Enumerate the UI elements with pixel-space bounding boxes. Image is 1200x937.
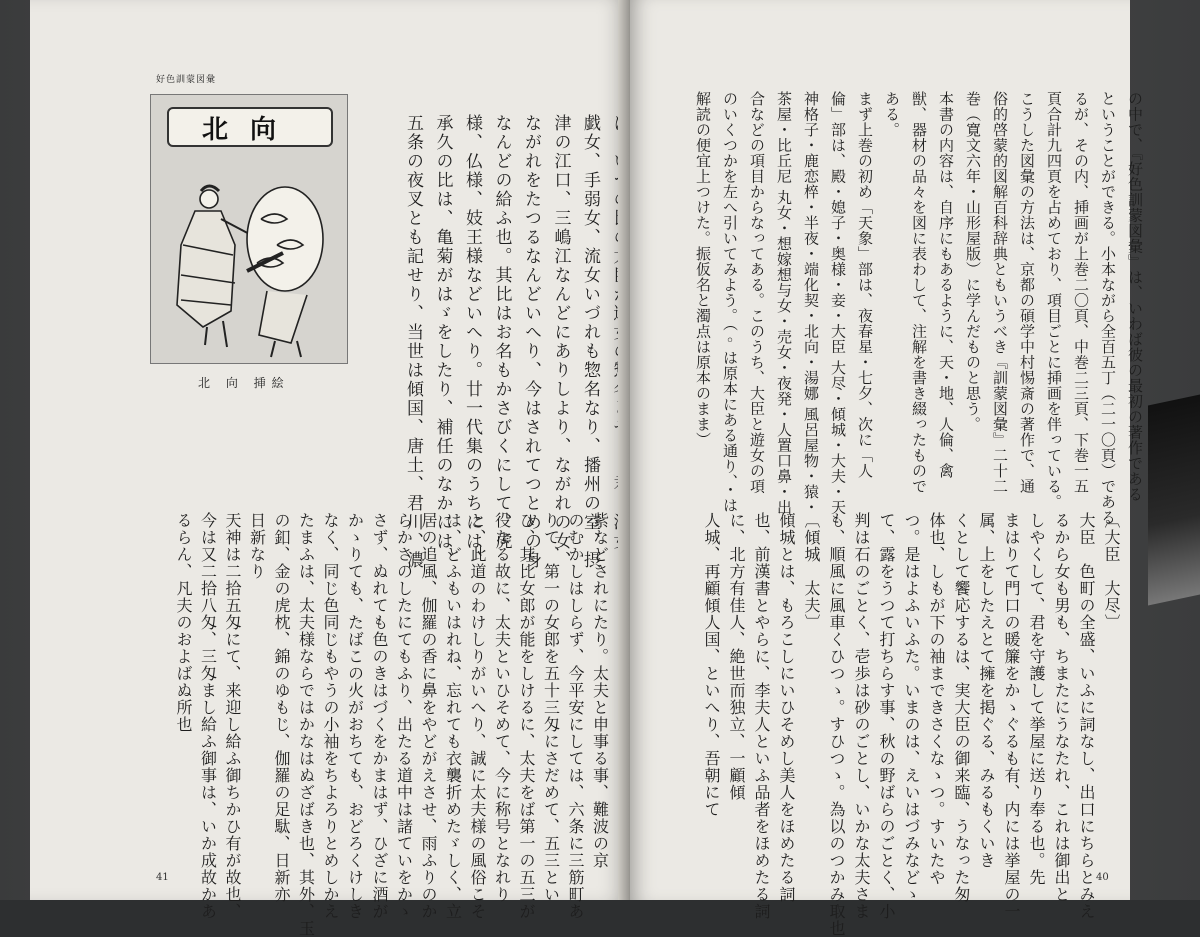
text-column: 傾城とは、もろこしにいひそめし美人をほめたる詞 [777, 512, 796, 904]
text-column: と、此道のわけしりがいへり、誠に太夫様の風俗こそ [468, 512, 487, 921]
text-column: 日新なり [247, 512, 267, 581]
text-column: まず上巻の初め「天象」部は、夜春星・七夕、次に「人 [856, 91, 874, 479]
text-column: 戯女、手弱女、流女いづれも惣名なり、播州の室、摂 [580, 113, 600, 570]
text-column: 人城、再顧傾人国、といへり、吾朝にて [702, 512, 721, 819]
text-column: ということができる。小本ながら全百五丁（二一〇頁）である [1099, 91, 1117, 526]
text-column: るが、その内、挿画が上巻二〇頁、中巻二三頁、下巻一五 [1072, 91, 1090, 495]
woodblock-illustration [151, 95, 347, 363]
text-column: まはりて門口の暖簾をかゝぐるも有、内には挙屋の一 [1002, 512, 1021, 921]
page-number: 40 [1096, 872, 1109, 883]
text-column: らかさのしたにてもふり、出たる道中は諸ていをかゝ [394, 512, 414, 921]
text-column: 天神は二拾五匁にて、来迎し給ふ御ちかひ有が故也、 [223, 512, 242, 921]
text-column: の中で、『好色訓蒙図彙』は、いわば彼の最初の著作である [1126, 91, 1144, 503]
text-column: 五条の夜叉とも記せり、当世は傾国、唐土、君川、濃 [403, 113, 423, 570]
text-column: つ。是はよふいふた。いまのは、えいはづみなどゝ [902, 512, 921, 904]
text-column: 解読の便宜上つけた。振仮名と濁点は原本のまま） [694, 91, 712, 448]
illustration-figure [150, 94, 348, 364]
text-column: 体也、しもが下の袖まできさくなゝつ。すいたや [927, 512, 946, 887]
text-column: さず、ぬれても色のきはづくをかまはず、ひざに酒が [370, 512, 389, 921]
page-number: 41 [156, 872, 169, 883]
text-column: 津の江口、三嶋江なんどにありしより、ながれの女、 [550, 113, 571, 570]
text-column: 居の追風、伽羅の香に鼻をやどがえさせ、雨ふりのか [419, 512, 438, 921]
text-column: は、どふもいはれね、忘れても衣襲折めたゞしく、立 [443, 512, 463, 921]
figure-plaque-text: 北向 [201, 114, 298, 145]
section-heading: 〔大臣 大尽〕 [1102, 512, 1121, 632]
right-top-text [662, 70, 1175, 526]
text-column: 倫」部は、殿・媳子・奥様・妾・大臣 大尽・傾城・大夫・天 [829, 91, 847, 515]
text-column: のいくつかを左へ引いてみよう。（◦は原本にある通り、・は [721, 91, 739, 514]
text-column: 紫などされにたり。太夫と申事る事、難波の京 [590, 512, 610, 870]
text-column: 本書の内容は、自序にもあるように、天・地、人倫、禽 [937, 91, 955, 479]
text-column: 頁合計九四頁を占めており、項目ごとに挿画を伴っている。 [1045, 91, 1063, 510]
right-page [630, 0, 1144, 937]
text-column: りて、第一の女郎を五十三匁にさだめて、五三とい [541, 512, 561, 904]
left-page [30, 0, 628, 937]
text-column: 神格子・鹿恋椊・半夜・端化契・北向・湯娜 風呂屋物・猿・ [802, 91, 820, 515]
running-header: 好色訓蒙図彙 [156, 75, 217, 85]
text-column: 判は石のごとく、壱歩は砂のごとし、いかな太夫さま [852, 512, 871, 921]
text-column: 合などの項目からなってある。このうち、大臣と遊女の項 [748, 91, 766, 495]
text-column: 巻（寛文六年・山形屋版）に学んだものと思う。 [964, 91, 982, 433]
text-column: 様、仏様、妓王様などいへり。廿一代集のうちには、 [462, 113, 482, 570]
figure-caption: 北 向 挿絵 [198, 376, 290, 390]
text-column: くとして饗応するは、実大臣の御来臨、うなった匆 [952, 512, 971, 904]
text-column: なく、同じ色同じもやうの小袖をちよろりとめしかえ [321, 512, 340, 921]
text-column: に、北方有佳人、絶世而独立、一顧傾 [727, 512, 746, 802]
text-column: の釦、金の虎枕、錦のゆもじ、伽羅の足駄、日新亦 [272, 512, 291, 904]
text-column: なんどの給ふ也。其比はお名もかさびくにして、虎 [491, 113, 512, 551]
text-column: 承久の比は、亀菊がはゞをしたり、補任のなかには、 [432, 113, 453, 570]
text-column: も、順風に風車くひつゝ。すひつゝ。為以のつかみ取也 [827, 512, 846, 937]
text-column: ながれをたつるなんどいへり、今はされてつとめの身 [521, 113, 541, 570]
text-column: ひ、其比女郎が能をしけるに、太夫をば第一の五三が [517, 512, 536, 921]
text-column: たまふは、太夫様ならではかなはぬざばき也、其外、玉 [296, 512, 316, 937]
section-heading: 〔傾城 太夫〕 [802, 512, 821, 632]
text-column: て、露をうつて打ちらす事、秋の野ばらのごとく、小 [877, 512, 896, 921]
text-column: 属、上をしたえとて擁を掲ぐる、みるもくいき [977, 512, 996, 870]
text-column: 也、前漢書とやらに、李夫人といふ品者をほめたる詞 [752, 512, 771, 921]
text-column: のむかしはしらず、今平安にしては、六条に三筋町あ [566, 512, 585, 921]
text-column: 今は又二拾八匁、三匁まし給ふ御事は、いか成故かあ [198, 512, 218, 921]
text-column: しやくして、君を守護して挙屋に送り奉る也。先 [1027, 512, 1046, 887]
text-column: かゝりても、たばこの火がおちても、おどろくけしき [345, 512, 365, 921]
text-column: 俗的啓蒙的図解百科辞典ともいうべき『訓蒙図彙』二十二 [991, 91, 1009, 495]
text-column: 大臣 色町の全盛、いふに詞なし、出口にちらとみえ [1077, 512, 1096, 921]
text-column: 役なる故に、太夫といひそめて、今に称号となれり [492, 512, 512, 904]
text-column: ある。 [883, 91, 901, 138]
text-column: るから女も男も、ちまたにうなたれ、これは御出と [1052, 512, 1071, 904]
text-column: こうした図彙の方法は、京都の碩学中村惕斎の著作で、通 [1018, 91, 1036, 495]
text-column: 獣、器材の品々を図に表わして、注解を書き綴ったもので [910, 91, 928, 495]
text-column: 茶屋・比丘尼 丸女・想嫁想与女・売女・夜発・人置口鼻・出 [775, 91, 793, 515]
text-column: るらん、凡夫のおよばぬ所也 [174, 512, 193, 734]
